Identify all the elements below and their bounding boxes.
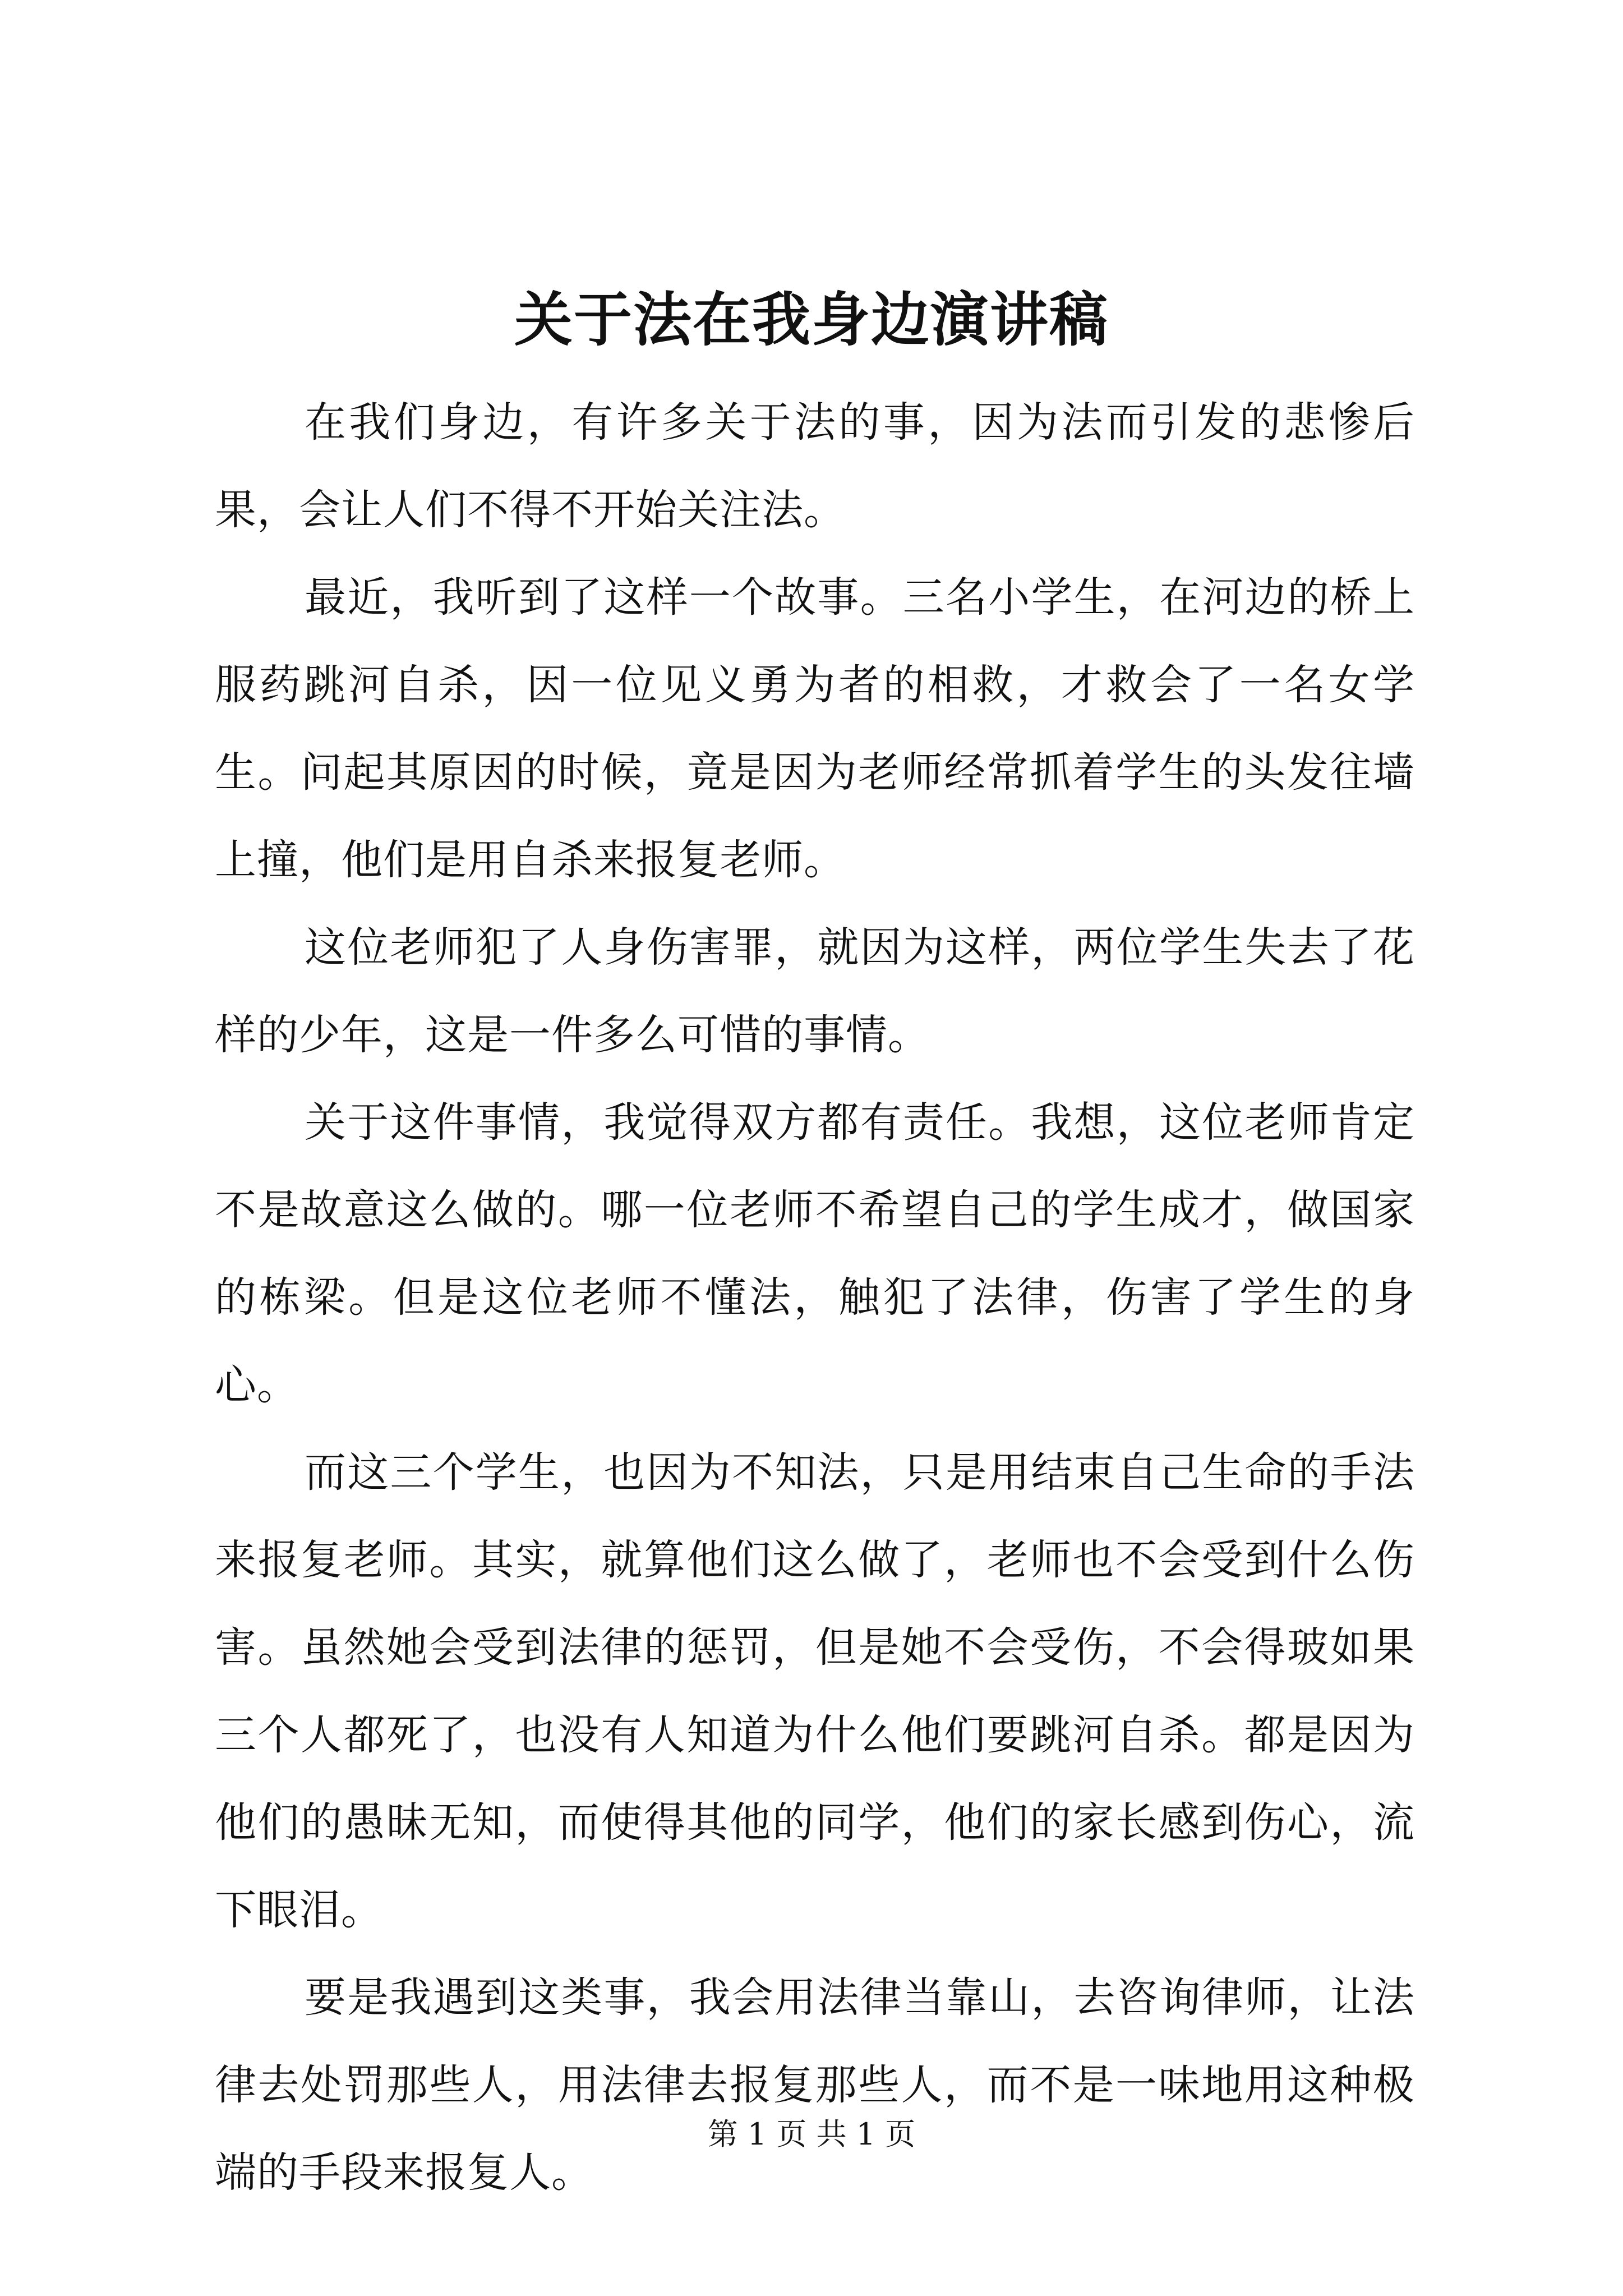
page-number-footer: 第 1 页 共 1 页 bbox=[707, 2116, 916, 2152]
paragraph-3: 这位老师犯了人身伤害罪，就因为这样，两位学生失去了花样的少年，这是一件多么可惜的事情。 bbox=[215, 923, 1415, 1059]
paragraph-6: 要是我遇到这类事，我会用法律当靠山，去咨询律师，让法律去处罚那些人，用法律去报复那些人，而不是一味地用这种极端的手段来报复人。 bbox=[215, 1973, 1415, 2197]
paragraph-5: 而这三个学生，也因为不知法，只是用结束自己生命的手法来报复老师。其实，就算他们这么做了，老师也不会受到什么伤害。虽然她会受到法律的惩罚，但是她不会受伤，不会得玻如果三个人都死了，也没有人知道为什么他们要跳河自杀。都是因为他们的愚昧无知，而使得其他的同学，他们的家长感到伤心，流下眼泪。 bbox=[215, 1448, 1415, 1934]
document-body bbox=[215, 379, 1415, 2216]
paragraph-1: 在我们身边，有许多关于法的事，因为法而引发的悲惨后果，会让人们不得不开始关注法。 bbox=[215, 398, 1415, 534]
document-title: 关于法在我身边演讲稿 bbox=[514, 285, 1109, 354]
paragraph-2: 最近，我听到了这样一个故事。三名小学生，在河边的桥上服药跳河自杀，因一位见义勇为者的相救，才救会了一名女学生。问起其原因的时候，竟是因为老师经常抓着学生的头发往墙上撞，他们是用自杀来报复老师。 bbox=[215, 573, 1415, 884]
paragraph-4: 关于这件事情，我觉得双方都有责任。我想，这位老师肯定不是故意这么做的。哪一位老师不希望自己的学生成才，做国家的栋梁。但是这位老师不懂法，触犯了法律，伤害了学生的身心。 bbox=[215, 1098, 1415, 1409]
